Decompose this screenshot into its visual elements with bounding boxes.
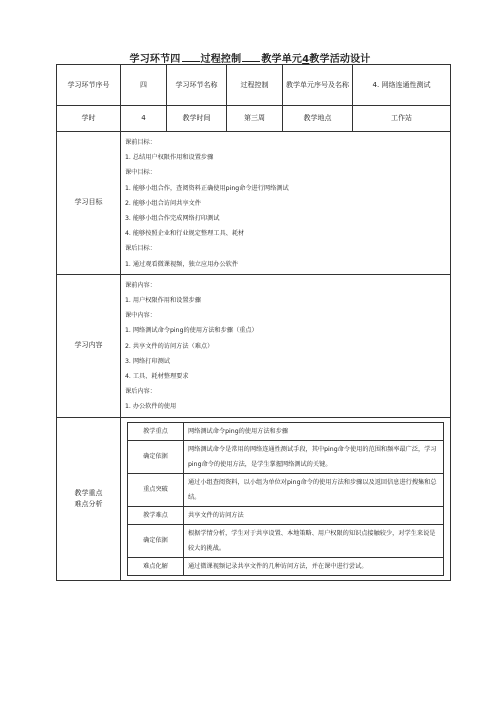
content-line: 课前内容： (125, 281, 156, 289)
objectives-line: 1. 总结用户权限作用和设置步骤 (125, 154, 214, 162)
objectives-line: 3. 能够小组合作完成网络打印测试 (125, 215, 220, 223)
title-blank-1 (182, 52, 200, 62)
unit-value: 4. 网络连通性测试 (353, 65, 451, 106)
analysis-table-row (128, 524, 444, 557)
content-line: 课后内容： (125, 388, 156, 396)
name-label: 学习环节名称 (167, 65, 227, 106)
analysis-row-label: 教学重点 (128, 422, 184, 440)
analysis-row-text: 共享文件的访问方法 (184, 506, 444, 524)
analysis-table-row (128, 506, 444, 524)
content-line: 课中内容： (125, 312, 156, 320)
analysis-row-label: 难点化解 (128, 557, 184, 575)
title-part-3: 教学单元 (261, 54, 303, 65)
objectives-line: 课后目标： (125, 245, 156, 253)
objectives-label: 学习目标 (57, 132, 121, 275)
content-line: 4. 工具、耗材整理要求 (125, 373, 189, 381)
content-row (57, 274, 451, 417)
content-line: 1. 用户权限作用和设置步骤 (125, 297, 201, 305)
objectives-line: 2. 能够小组合访问共享文件 (125, 199, 201, 207)
time-label: 教学时间 (167, 106, 227, 132)
unit-label: 教学单元序号及名称 (283, 65, 353, 106)
objectives-line: 课前目标： (125, 139, 156, 146)
place-value: 工作站 (353, 106, 451, 132)
analysis-row-label: 重点突破 (128, 473, 184, 506)
place-label: 教学地点 (283, 106, 353, 132)
objectives-row (57, 132, 451, 275)
analysis-table-row (128, 440, 444, 473)
name-value: 过程控制 (227, 65, 283, 106)
page-title (0, 50, 500, 65)
content-line: 3. 网络打印测试 (125, 357, 170, 365)
title-unit-number: 4 (302, 54, 310, 65)
activity-design-table (56, 64, 451, 581)
analysis-table-row (128, 557, 444, 575)
analysis-table-row (128, 473, 444, 506)
info-row (57, 106, 451, 132)
objectives-cell (121, 132, 451, 275)
analysis-row-text: 网络测试命令ping的使用方法和步骤 (184, 422, 444, 440)
analysis-label (57, 417, 121, 580)
analysis-cell (121, 417, 451, 580)
title-part-1: 学习环节四 (129, 54, 181, 65)
title-part-2: 过程控制 (200, 54, 242, 65)
analysis-row-text: 网络测试命令是常用的网络连通性测试手段，其中ping命令使用的范围和频率最广泛，学习ping命令的使用方法，是学生掌握网络测试的关键。 (184, 440, 444, 473)
content-line: 1. 办公软件的使用 (125, 403, 177, 411)
content-line: 1. 网络测试命令ping的使用方法和步骤（重点） (125, 327, 258, 335)
objectives-line: 1. 能够小组合作，查阅资料正确使用ping命令进行网络测试 (125, 184, 289, 192)
title-part-4: 教学活动设计 (309, 54, 371, 65)
analysis-row-text: 通过微课视频记录共享文件的几种访问方法，并在课中进行尝试。 (184, 557, 444, 575)
objectives-line: 1. 通过观看微课视频，独立应用办公软件 (125, 260, 239, 268)
content-label: 学习内容 (57, 274, 121, 417)
objectives-line: 课中目标： (125, 169, 156, 177)
time-value: 第三周 (227, 106, 283, 132)
analysis-table (127, 422, 444, 576)
analysis-label-line-2: 难点分析 (74, 499, 103, 508)
analysis-row-label: 确定依据 (128, 524, 184, 557)
objectives-line: 4. 能够按照企业和行业规定整理工具、耗材 (125, 230, 245, 238)
analysis-row-text: 根据学情分析，学生对于共享设置、本地策略、用户权限的知识点接触较少，对学生来说是较大的挑战。 (184, 524, 444, 557)
seq-value: 四 (121, 65, 167, 106)
content-line: 2. 共享文件的访问方法（难点） (125, 342, 214, 350)
header-row (57, 65, 451, 106)
content-cell (121, 274, 451, 417)
analysis-row-label: 教学难点 (128, 506, 184, 524)
hours-value: 4 (121, 106, 167, 132)
analysis-table-row (128, 422, 444, 440)
analysis-row-text: 通过小组查阅资料，以小组为单位对ping命令的使用方法和步骤以及返回信息进行搜集和总结。 (184, 473, 444, 506)
seq-label: 学习环节序号 (57, 65, 121, 106)
analysis-label-line-1: 教学重点 (74, 488, 103, 497)
analysis-row-label: 确定依据 (128, 440, 184, 473)
analysis-row (57, 417, 451, 580)
title-blank-2 (242, 52, 260, 62)
hours-label: 学时 (57, 106, 121, 132)
